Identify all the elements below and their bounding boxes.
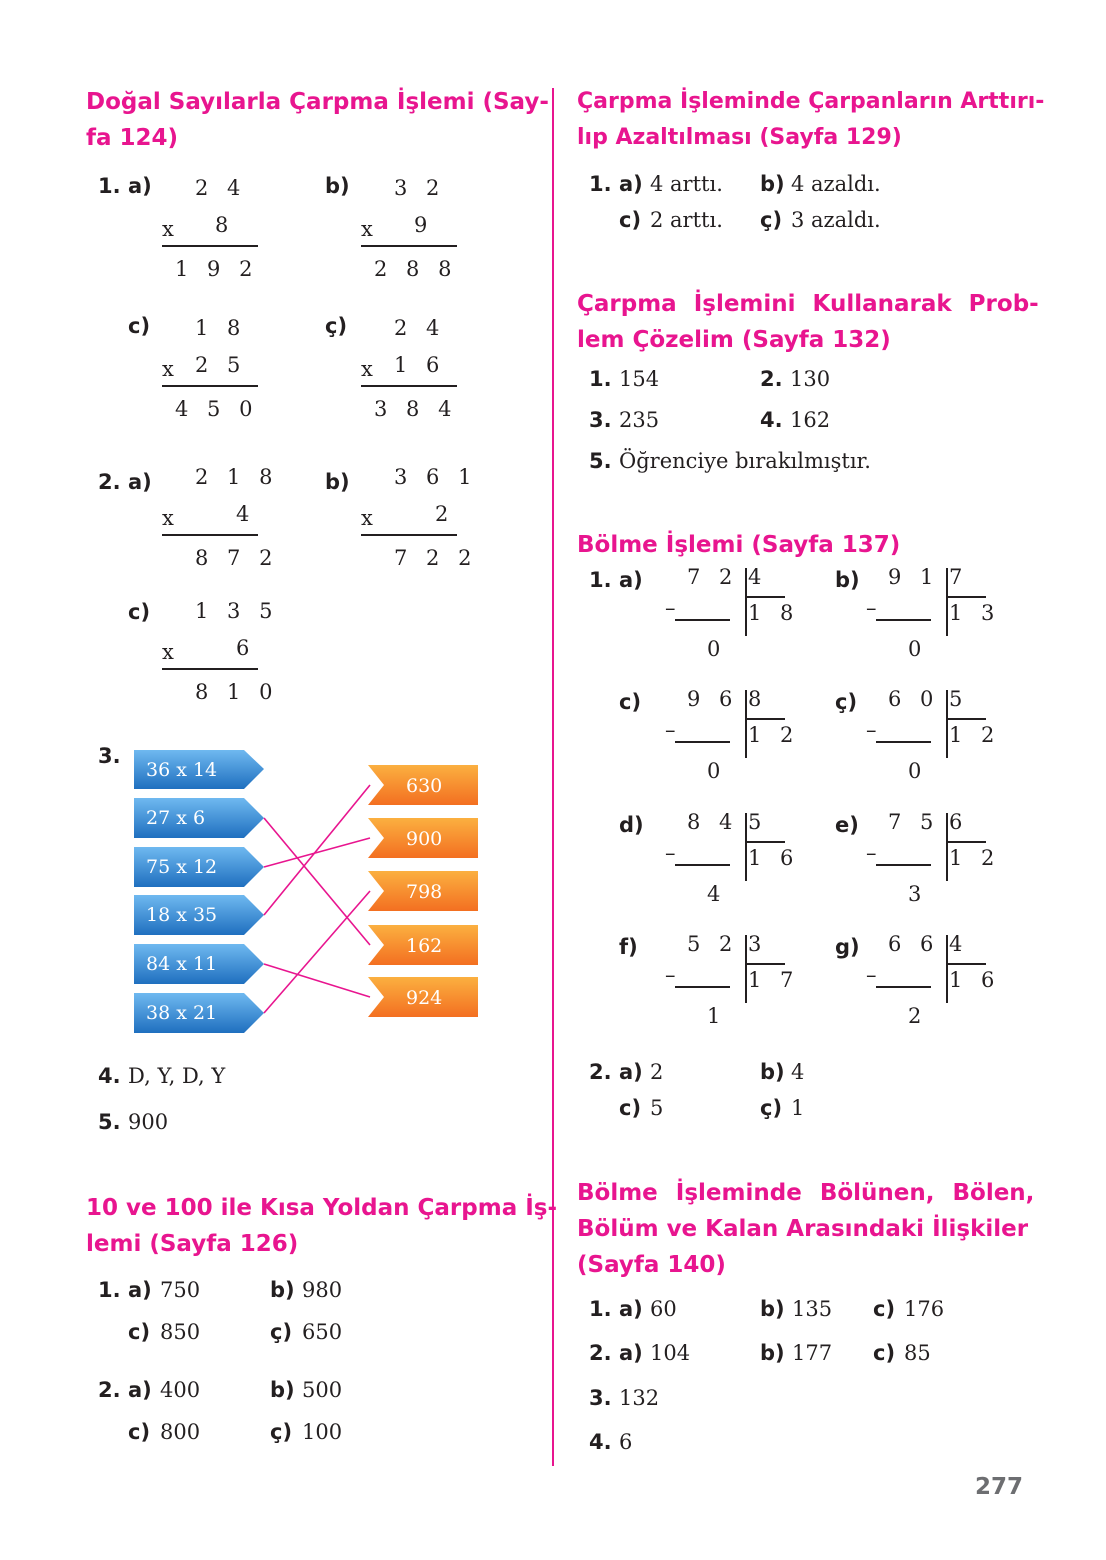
section-title-problem bbox=[577, 286, 1039, 358]
division-bracket-vertical bbox=[946, 813, 948, 881]
q2cc-answer: 1 bbox=[791, 1096, 805, 1120]
q2-number: 2. bbox=[589, 1341, 612, 1365]
blue-tag-label-5: 84 x 11 bbox=[146, 953, 218, 975]
q1a-label: a) bbox=[619, 172, 643, 196]
title-line-1: Bölme İşleminde Bölünen, Bölen, bbox=[577, 1180, 1035, 1206]
q1cc-answer: 650 bbox=[302, 1320, 343, 1344]
q2a-answer: 2 bbox=[650, 1060, 664, 1084]
q1c-answer: 2 arttı. bbox=[650, 208, 723, 232]
multiplier: 4 bbox=[236, 502, 256, 526]
subtraction-line bbox=[675, 619, 730, 621]
division-bracket-horizontal bbox=[745, 596, 785, 598]
divisor: 4 bbox=[949, 932, 969, 956]
q1-number: 1. bbox=[589, 367, 612, 391]
q2b-label: b) bbox=[325, 470, 350, 494]
multiplicand: 2 1 8 bbox=[195, 465, 279, 489]
divisor: 5 bbox=[949, 687, 969, 711]
quotient: 1 6 bbox=[748, 846, 800, 870]
division-label: g) bbox=[835, 935, 860, 959]
q3-answer: 132 bbox=[619, 1386, 660, 1410]
q2b-label: b) bbox=[270, 1378, 295, 1402]
q3-number: 3. bbox=[589, 1386, 612, 1410]
remainder: 0 bbox=[908, 759, 928, 783]
division-bracket-horizontal bbox=[946, 841, 986, 843]
q1c-label: c) bbox=[128, 314, 151, 338]
title-line-2: fa 124) bbox=[86, 125, 179, 151]
dividend: 9 6 bbox=[687, 687, 739, 711]
times-sign: x bbox=[361, 357, 379, 381]
blue-tag-label-3: 75 x 12 bbox=[146, 856, 218, 878]
orange-tag-label-2: 900 bbox=[406, 828, 443, 850]
connector-27x6-162 bbox=[264, 818, 370, 945]
division-bracket-horizontal bbox=[745, 841, 785, 843]
q1b-label: b) bbox=[760, 1297, 785, 1321]
product: 3 8 4 bbox=[374, 397, 458, 421]
q1-number: 1. bbox=[589, 172, 612, 196]
times-sign: x bbox=[162, 357, 180, 381]
orange-tag-label-4: 162 bbox=[406, 935, 443, 957]
quotient: 1 8 bbox=[748, 601, 800, 625]
divisor: 8 bbox=[748, 687, 768, 711]
q2cc-label: ç) bbox=[760, 1096, 783, 1120]
remainder: 0 bbox=[707, 637, 727, 661]
blue-tag-label-2: 27 x 6 bbox=[146, 807, 206, 829]
dividend: 8 4 bbox=[687, 810, 739, 834]
q4-answer: 162 bbox=[790, 408, 831, 432]
minus-sign: – bbox=[665, 841, 676, 865]
product: 2 8 8 bbox=[374, 257, 458, 281]
q2b-answer: 4 bbox=[791, 1060, 805, 1084]
divisor: 6 bbox=[949, 810, 969, 834]
minus-sign: – bbox=[866, 596, 877, 620]
division-bracket-horizontal bbox=[946, 718, 986, 720]
remainder: 0 bbox=[707, 759, 727, 783]
orange-tag-label-3: 798 bbox=[406, 881, 443, 903]
q2cc-label: ç) bbox=[270, 1420, 293, 1444]
q2a-label: a) bbox=[619, 1060, 643, 1084]
division-bracket-vertical bbox=[946, 568, 948, 636]
minus-sign: – bbox=[866, 963, 877, 987]
title-line-2: lıp Azaltılması (Sayfa 129) bbox=[577, 125, 902, 150]
q2c-label: c) bbox=[128, 1420, 151, 1444]
subtraction-line bbox=[675, 741, 730, 743]
q2c-answer: 85 bbox=[904, 1341, 931, 1365]
divisor: 5 bbox=[748, 810, 768, 834]
q2a-label: a) bbox=[128, 470, 152, 494]
subtraction-line bbox=[876, 619, 931, 621]
remainder: 1 bbox=[707, 1004, 727, 1028]
quotient: 1 6 bbox=[949, 968, 1001, 992]
quotient: 1 3 bbox=[949, 601, 1001, 625]
product: 7 2 2 bbox=[394, 546, 478, 570]
division-bracket-vertical bbox=[946, 690, 948, 758]
q1-number: 1. bbox=[98, 1278, 121, 1302]
blue-tag-label-4: 18 x 35 bbox=[146, 904, 218, 926]
q2-number: 2. bbox=[760, 367, 783, 391]
q2b-answer: 177 bbox=[792, 1341, 833, 1365]
q1c-answer: 850 bbox=[160, 1320, 201, 1344]
subtraction-line bbox=[675, 864, 730, 866]
multiplicand: 1 3 5 bbox=[195, 599, 279, 623]
q4-number: 4. bbox=[760, 408, 783, 432]
times-sign: x bbox=[361, 217, 379, 241]
q2b-label: b) bbox=[760, 1341, 785, 1365]
division-label: b) bbox=[835, 568, 860, 592]
q1cc-label: ç) bbox=[325, 314, 348, 338]
dividend: 6 6 bbox=[888, 932, 940, 956]
q1a-answer: 4 arttı. bbox=[650, 172, 723, 196]
minus-sign: – bbox=[665, 718, 676, 742]
dividend: 6 0 bbox=[888, 687, 940, 711]
q1b-label: b) bbox=[270, 1278, 295, 1302]
dividend: 7 5 bbox=[888, 810, 940, 834]
q1c-label: c) bbox=[128, 1320, 151, 1344]
q1cc-label: ç) bbox=[270, 1320, 293, 1344]
subtraction-line bbox=[876, 864, 931, 866]
q2-number: 2. bbox=[98, 1378, 121, 1402]
q1cc-answer: 3 azaldı. bbox=[791, 208, 881, 232]
product: 1 9 2 bbox=[175, 257, 259, 281]
page-number: 277 bbox=[975, 1474, 1024, 1500]
multiplicand: 2 4 bbox=[195, 176, 247, 200]
division-bracket-vertical bbox=[745, 935, 747, 1003]
q2-answer: 130 bbox=[790, 367, 831, 391]
quotient: 1 7 bbox=[748, 968, 800, 992]
division-bracket-vertical bbox=[946, 935, 948, 1003]
q5-answer: 900 bbox=[128, 1110, 169, 1134]
q1c-label: c) bbox=[873, 1297, 896, 1321]
multiplicand: 1 8 bbox=[195, 316, 247, 340]
q2a-answer: 400 bbox=[160, 1378, 201, 1402]
q1c-answer: 176 bbox=[904, 1297, 945, 1321]
orange-tag-label-5: 924 bbox=[406, 987, 443, 1009]
division-label: ç) bbox=[835, 690, 858, 714]
multiplier: 2 5 bbox=[195, 353, 247, 377]
q3-answer: 235 bbox=[619, 408, 660, 432]
orange-tag-label-1: 630 bbox=[406, 775, 443, 797]
division-label: e) bbox=[835, 813, 859, 837]
q2c-answer: 5 bbox=[650, 1096, 664, 1120]
quotient: 1 2 bbox=[949, 846, 1001, 870]
q1-number: 1. bbox=[589, 1297, 612, 1321]
q5-number: 5. bbox=[98, 1110, 121, 1134]
q1cc-label: ç) bbox=[760, 208, 783, 232]
subtraction-line bbox=[876, 741, 931, 743]
product: 8 1 0 bbox=[195, 680, 279, 704]
q1b-answer: 980 bbox=[302, 1278, 343, 1302]
multiplicand: 2 4 bbox=[394, 316, 446, 340]
division-bracket-horizontal bbox=[946, 963, 986, 965]
q1b-answer: 4 azaldı. bbox=[791, 172, 881, 196]
title-line-2: Bölüm ve Kalan Arasındaki İlişkiler bbox=[577, 1216, 1029, 1242]
q3-number: 3. bbox=[589, 408, 612, 432]
times-sign: x bbox=[162, 217, 180, 241]
multiplier: 6 bbox=[236, 636, 256, 660]
title-line-3: (Sayfa 140) bbox=[577, 1252, 726, 1278]
connector-84x11-924 bbox=[264, 964, 370, 997]
remainder: 2 bbox=[908, 1004, 928, 1028]
connector-38x21-798 bbox=[264, 891, 370, 1013]
dividend: 5 2 bbox=[687, 932, 739, 956]
title-line-1: Doğal Sayılarla Çarpma İşlemi (Say- bbox=[86, 89, 549, 115]
division-label: f) bbox=[619, 935, 638, 959]
remainder: 4 bbox=[707, 882, 727, 906]
q1-answer: 154 bbox=[619, 367, 660, 391]
division-bracket-vertical bbox=[745, 690, 747, 758]
q2-number: 2. bbox=[98, 470, 121, 494]
remainder: 0 bbox=[908, 637, 928, 661]
q1a-label: a) bbox=[619, 1297, 643, 1321]
q1a-label: a) bbox=[128, 1278, 152, 1302]
q2c-label: c) bbox=[873, 1341, 896, 1365]
blue-tag-label-6: 38 x 21 bbox=[146, 1002, 218, 1024]
multiplier: 1 6 bbox=[394, 353, 446, 377]
connector-75x12-900 bbox=[264, 838, 370, 867]
multiplicand: 3 2 bbox=[394, 176, 446, 200]
q4-answer: D, Y, D, Y bbox=[128, 1064, 226, 1088]
multiplier: 9 bbox=[414, 213, 434, 237]
q3-number: 3. bbox=[98, 744, 121, 768]
divisor: 3 bbox=[748, 932, 768, 956]
times-sign: x bbox=[162, 506, 180, 530]
q2-number: 2. bbox=[589, 1060, 612, 1084]
q1-number: 1. bbox=[98, 174, 121, 198]
q1a-answer: 60 bbox=[650, 1297, 677, 1321]
q5-answer: Öğrenciye bırakılmıştır. bbox=[619, 449, 871, 473]
q1a-answer: 750 bbox=[160, 1278, 201, 1302]
q4-answer: 6 bbox=[619, 1430, 633, 1454]
subtraction-line bbox=[876, 986, 931, 988]
q1a-label: a) bbox=[128, 174, 152, 198]
title-line-2: lemi (Sayfa 126) bbox=[86, 1231, 299, 1257]
q2a-label: a) bbox=[619, 1341, 643, 1365]
title-line-1: Çarpma İşlemini Kullanarak Prob- bbox=[577, 291, 1039, 317]
q4-number: 4. bbox=[589, 1430, 612, 1454]
product: 4 5 0 bbox=[175, 397, 259, 421]
title-line-1: Çarpma İşleminde Çarpanların Arttırı- bbox=[577, 89, 1045, 114]
multiplicand: 3 6 1 bbox=[394, 465, 478, 489]
division-bracket-horizontal bbox=[745, 718, 785, 720]
division-bracket-horizontal bbox=[745, 963, 785, 965]
section-title-bolme: Bölme İşlemi (Sayfa 137) bbox=[577, 532, 901, 558]
divisor: 7 bbox=[949, 565, 969, 589]
q1b-label: b) bbox=[325, 174, 350, 198]
times-sign: x bbox=[361, 506, 379, 530]
minus-sign: – bbox=[866, 841, 877, 865]
quotient: 1 2 bbox=[748, 723, 800, 747]
dividend: 9 1 bbox=[888, 565, 940, 589]
title-line-2: lem Çözelim (Sayfa 132) bbox=[577, 327, 891, 353]
multiplier: 2 bbox=[435, 502, 455, 526]
division-label: d) bbox=[619, 813, 644, 837]
multiplier: 8 bbox=[215, 213, 235, 237]
q2a-answer: 104 bbox=[650, 1341, 691, 1365]
minus-sign: – bbox=[665, 963, 676, 987]
section-title-iliskiler bbox=[577, 1175, 1034, 1283]
product: 8 7 2 bbox=[195, 546, 279, 570]
q5-number: 5. bbox=[589, 449, 612, 473]
q1c-label: c) bbox=[619, 208, 642, 232]
q2b-label: b) bbox=[760, 1060, 785, 1084]
division-label: a) bbox=[619, 568, 643, 592]
division-label: c) bbox=[619, 690, 642, 714]
q1b-answer: 135 bbox=[792, 1297, 833, 1321]
division-bracket-vertical bbox=[745, 813, 747, 881]
times-sign: x bbox=[162, 640, 180, 664]
subtraction-line bbox=[675, 986, 730, 988]
section-title-kisa-yoldan bbox=[86, 1190, 557, 1262]
dividend: 7 2 bbox=[687, 565, 739, 589]
q2cc-answer: 100 bbox=[302, 1420, 343, 1444]
divisor: 4 bbox=[748, 565, 768, 589]
q4-number: 4. bbox=[98, 1064, 121, 1088]
minus-sign: – bbox=[866, 718, 877, 742]
q2b-answer: 500 bbox=[302, 1378, 343, 1402]
division-bracket-horizontal bbox=[946, 596, 986, 598]
title-line-1: 10 ve 100 ile Kısa Yoldan Çarpma İş- bbox=[86, 1195, 558, 1221]
bolme-q1-number: 1. bbox=[589, 568, 612, 592]
q2a-label: a) bbox=[128, 1378, 152, 1402]
q1b-label: b) bbox=[760, 172, 785, 196]
q2c-label: c) bbox=[128, 600, 151, 624]
q2c-answer: 800 bbox=[160, 1420, 201, 1444]
blue-tag-label-1: 36 x 14 bbox=[146, 759, 218, 781]
division-bracket-vertical bbox=[745, 568, 747, 636]
connector-18x35-630 bbox=[264, 785, 370, 915]
quotient: 1 2 bbox=[949, 723, 1001, 747]
section-title-arttirilip bbox=[577, 84, 1044, 156]
remainder: 3 bbox=[908, 882, 928, 906]
q2c-label: c) bbox=[619, 1096, 642, 1120]
minus-sign: – bbox=[665, 596, 676, 620]
